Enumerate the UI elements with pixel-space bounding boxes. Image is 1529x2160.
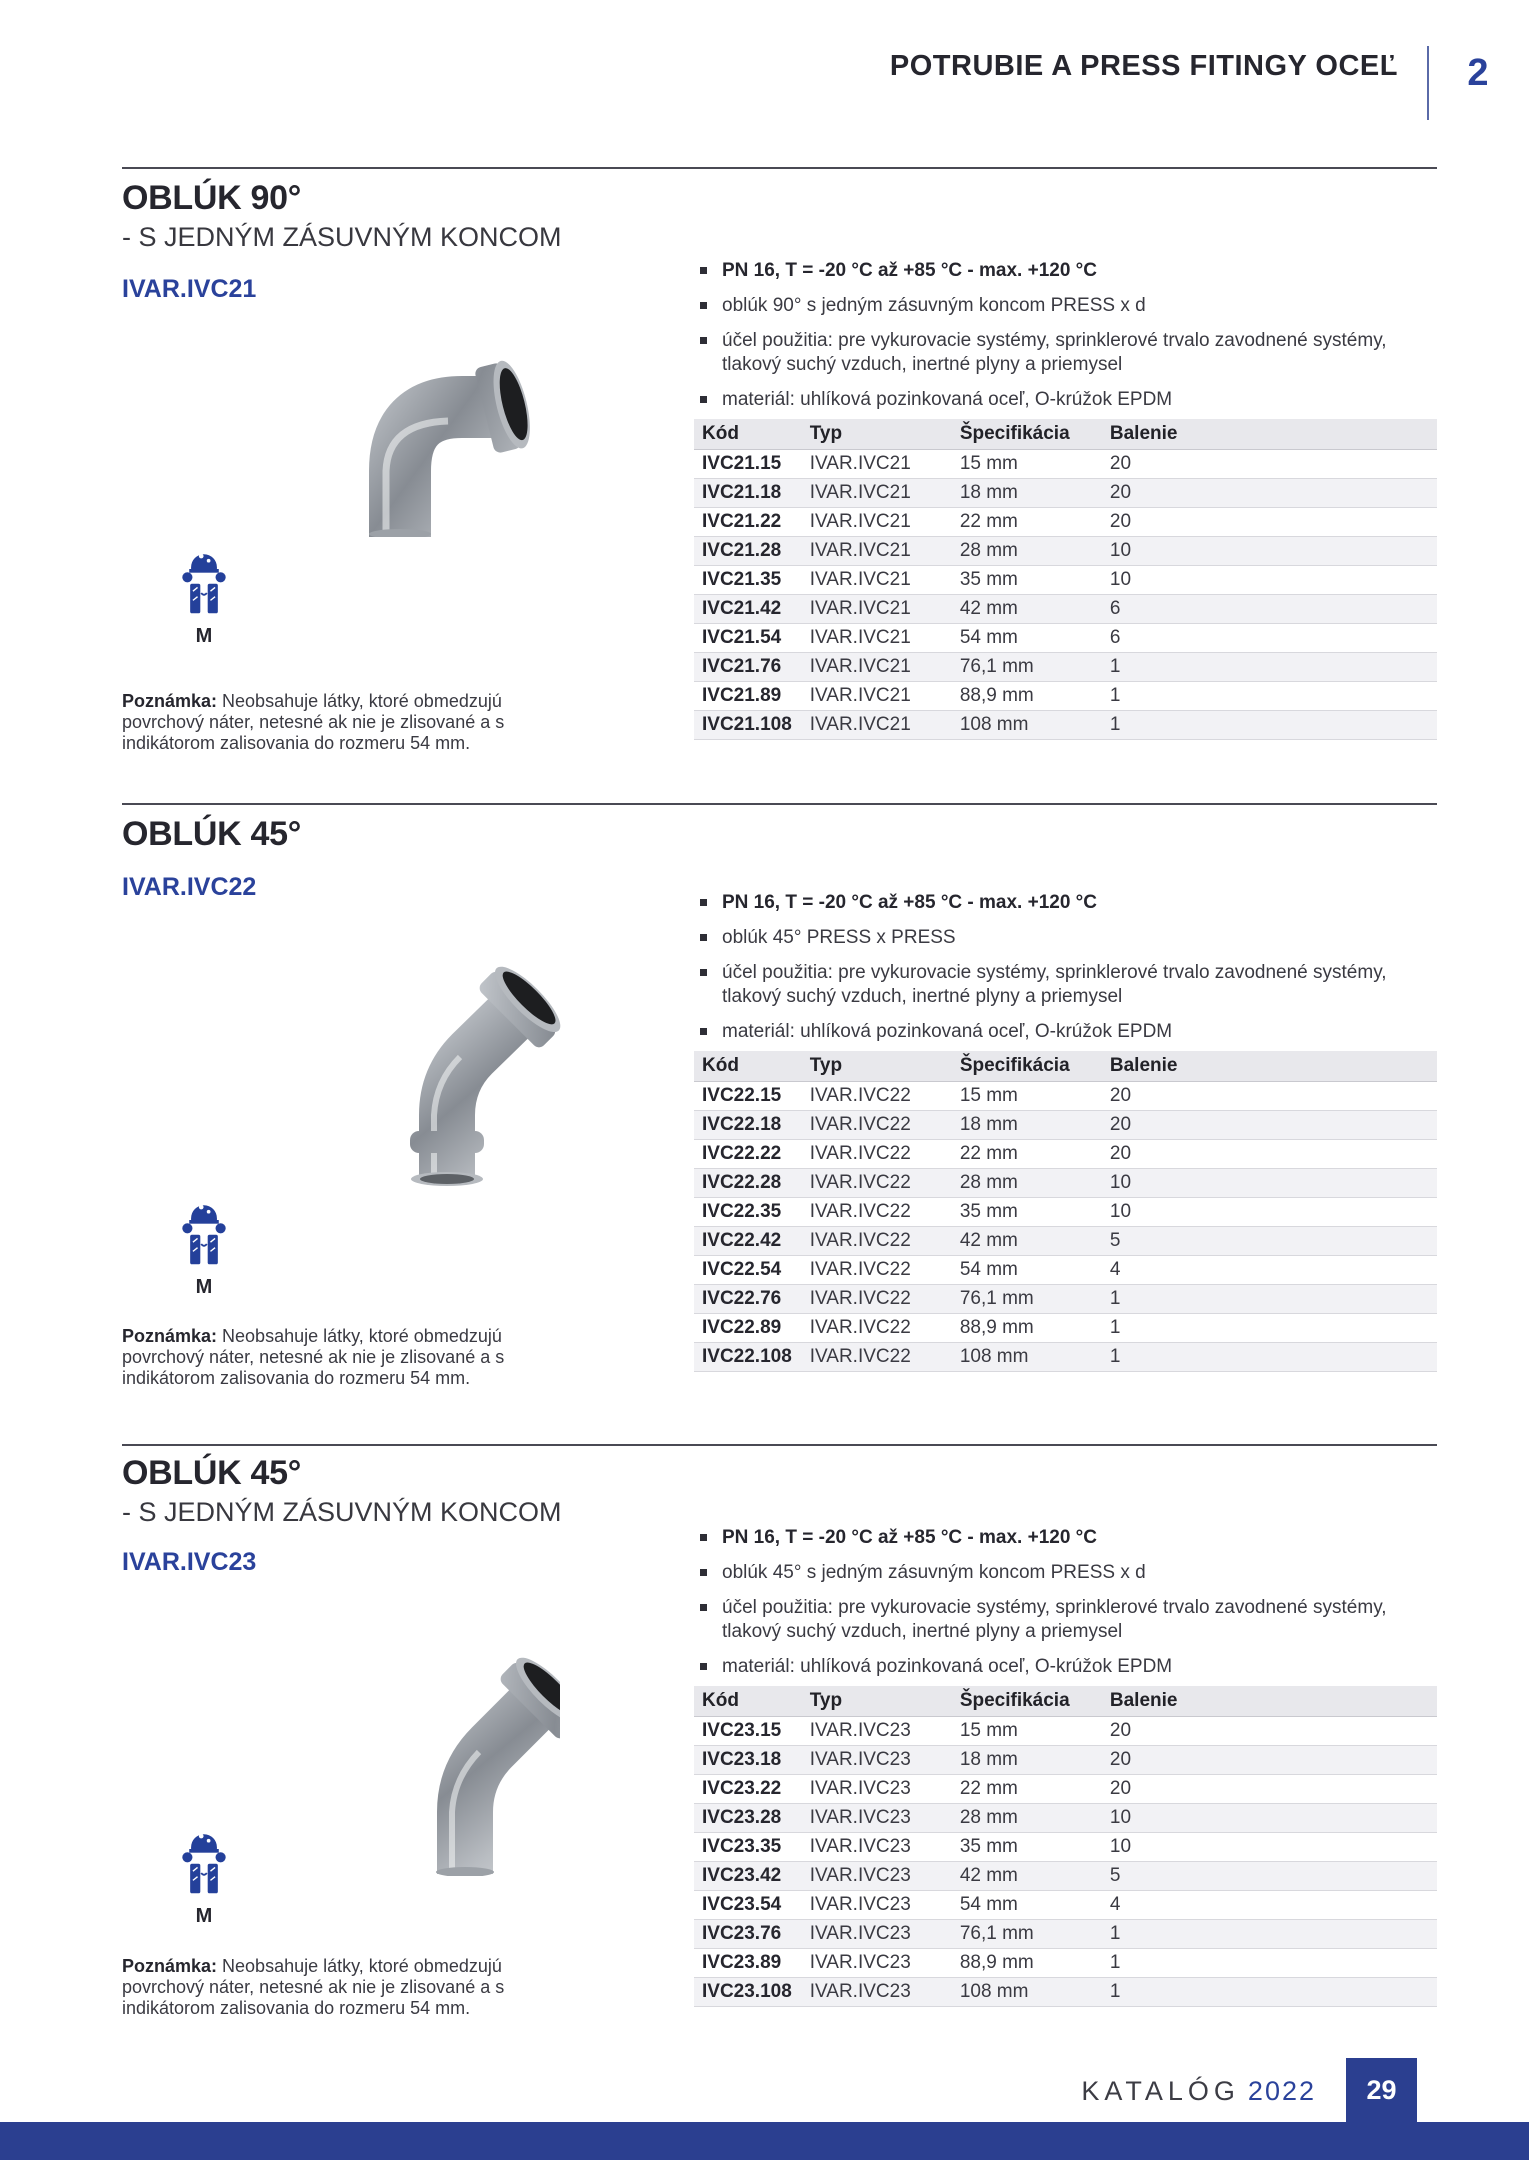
table-row: IVC23.54 IVAR.IVC23 54 mm 4 (694, 1891, 1437, 1920)
section-title: OBLÚK 45° (122, 1454, 302, 1492)
spec-bullet: materiál: uhlíková pozinkovaná oceľ, O-krúžok EPDM (698, 1020, 1398, 1044)
m-certification-icon (180, 545, 228, 617)
table-row: IVC23.35 IVAR.IVC23 35 mm 10 (694, 1833, 1437, 1862)
table-row: IVC23.89 IVAR.IVC23 88,9 mm 1 (694, 1949, 1437, 1978)
table-row: IVC23.108 IVAR.IVC23 108 mm 1 (694, 1978, 1437, 2007)
m-certification-icon (180, 1825, 228, 1897)
note-label: Poznámka: (122, 1326, 218, 1346)
section-subtitle: - S JEDNÝM ZÁSUVNÝM KONCOM (122, 222, 562, 252)
spec-bullet-list (698, 259, 1398, 423)
note-text: Poznámka: Neobsahuje látky, ktoré obmedzujú povrchový náter, netesné ak nie je zlisované a s indikátorom zalisovania do rozmeru 54 mm. (122, 1956, 505, 2018)
product-photo-elbow-90-icon (252, 319, 552, 537)
product-code: IVAR.IVC22 (122, 873, 257, 901)
section-divider (122, 167, 1437, 169)
spec-bullet-list (698, 891, 1398, 1055)
table-header-row: Kód Typ Špecifikácia Balenie (694, 419, 1437, 450)
table-row: IVC22.18 IVAR.IVC22 18 mm 20 (694, 1111, 1437, 1140)
m-certification-block (180, 545, 228, 648)
page-number: 29 (1366, 2074, 1397, 2105)
note-text: Poznámka: Neobsahuje látky, ktoré obmedzujú povrchový náter, netesné ak nie je zlisované a s indikátorom zalisovania do rozmeru 54 mm. (122, 1326, 505, 1388)
section-title-block (122, 179, 562, 253)
m-icon-label: M (195, 625, 213, 647)
spec-bullet: PN 16, T = -20 °C až +85 °C - max. +120 °C (698, 891, 1398, 915)
table-row: IVC21.54 IVAR.IVC21 54 mm 6 (694, 624, 1437, 653)
table-header-row: Kód Typ Špecifikácia Balenie (694, 1051, 1437, 1082)
product-photo-elbow-45-single-icon (345, 1614, 560, 1876)
m-icon-label: M (195, 1276, 213, 1298)
table-header-row: Kód Typ Špecifikácia Balenie (694, 1686, 1437, 1717)
section-title-block (122, 1454, 562, 1528)
spec-bullet: materiál: uhlíková pozinkovaná oceľ, O-krúžok EPDM (698, 388, 1398, 412)
m-certification-block (180, 1196, 228, 1299)
table-row: IVC23.76 IVAR.IVC23 76,1 mm 1 (694, 1920, 1437, 1949)
product-table (694, 1051, 1437, 1372)
spec-bullet: oblúk 45° PRESS x PRESS (698, 926, 1398, 950)
section-obluk-90 (122, 167, 1437, 803)
spec-bullet: oblúk 90° s jedným zásuvným koncom PRESS x d (698, 294, 1398, 318)
m-certification-icon (180, 1196, 228, 1268)
spec-bullet: PN 16, T = -20 °C až +85 °C - max. +120 °C (698, 259, 1398, 283)
table-row: IVC22.42 IVAR.IVC22 42 mm 5 (694, 1227, 1437, 1256)
section-title: OBLÚK 45° (122, 815, 302, 853)
catalog-label: KATALÓG (1081, 2076, 1240, 2106)
m-certification-block (180, 1825, 228, 1928)
section-divider (122, 1444, 1437, 1446)
section-title-block (122, 815, 301, 853)
product-table (694, 1686, 1437, 2007)
product-code: IVAR.IVC23 (122, 1548, 257, 1576)
catalog-line (900, 2076, 1316, 2107)
table-row: IVC21.22 IVAR.IVC21 22 mm 20 (694, 508, 1437, 537)
page-title: POTRUBIE A PRESS FITINGY OCEĽ (889, 50, 1398, 82)
note-text: Poznámka: Neobsahuje látky, ktoré obmedzujú povrchový náter, netesné ak nie je zlisované a s indikátorom zalisovania do rozmeru 54 mm. (122, 691, 505, 753)
spec-bullet: materiál: uhlíková pozinkovaná oceľ, O-krúžok EPDM (698, 1655, 1398, 1679)
table-row: IVC21.76 IVAR.IVC21 76,1 mm 1 (694, 653, 1437, 682)
table-row: IVC22.22 IVAR.IVC22 22 mm 20 (694, 1140, 1437, 1169)
catalog-year: 2022 (1247, 2076, 1316, 2106)
table-row: IVC21.15 IVAR.IVC21 15 mm 20 (694, 450, 1437, 479)
table-row: IVC21.89 IVAR.IVC21 88,9 mm 1 (694, 682, 1437, 711)
page-number-box (1346, 2058, 1417, 2122)
spec-bullet: účel použitia: pre vykurovacie systémy, sprinklerové trvalo zavodnené systémy, tlakový suchý vzduch, inertné plyny a priemysel (698, 329, 1398, 377)
table-row: IVC21.35 IVAR.IVC21 35 mm 10 (694, 566, 1437, 595)
spec-bullet-list (698, 1526, 1398, 1690)
table-row: IVC23.28 IVAR.IVC23 28 mm 10 (694, 1804, 1437, 1833)
spec-bullet: účel použitia: pre vykurovacie systémy, sprinklerové trvalo zavodnené systémy, tlakový suchý vzduch, inertné plyny a priemysel (698, 1596, 1398, 1644)
chapter-number: 2 (1467, 52, 1489, 94)
product-table (694, 419, 1437, 740)
table-row: IVC22.89 IVAR.IVC22 88,9 mm 1 (694, 1314, 1437, 1343)
note-label: Poznámka: (122, 691, 218, 711)
table-row: IVC21.28 IVAR.IVC21 28 mm 10 (694, 537, 1437, 566)
section-subtitle: - S JEDNÝM ZÁSUVNÝM KONCOM (122, 1497, 562, 1527)
table-row: IVC22.54 IVAR.IVC22 54 mm 4 (694, 1256, 1437, 1285)
table-row: IVC22.15 IVAR.IVC22 15 mm 20 (694, 1082, 1437, 1111)
product-photo-elbow-45-icon (350, 939, 562, 1187)
table-row: IVC23.15 IVAR.IVC23 15 mm 20 (694, 1717, 1437, 1746)
table-row: IVC22.35 IVAR.IVC22 35 mm 10 (694, 1198, 1437, 1227)
section-obluk-45-single (122, 1444, 1437, 2084)
table-row: IVC22.108 IVAR.IVC22 108 mm 1 (694, 1343, 1437, 1372)
section-title: OBLÚK 90° (122, 179, 302, 217)
table-row: IVC23.42 IVAR.IVC23 42 mm 5 (694, 1862, 1437, 1891)
spec-bullet: PN 16, T = -20 °C až +85 °C - max. +120 °C (698, 1526, 1398, 1550)
product-code: IVAR.IVC21 (122, 275, 257, 303)
note-label: Poznámka: (122, 1956, 218, 1976)
table-row: IVC22.28 IVAR.IVC22 28 mm 10 (694, 1169, 1437, 1198)
m-icon-label: M (195, 1905, 213, 1927)
product-table-wrap (694, 419, 1437, 740)
footer-bar (0, 2122, 1529, 2160)
table-row: IVC22.76 IVAR.IVC22 76,1 mm 1 (694, 1285, 1437, 1314)
spec-bullet: oblúk 45° s jedným zásuvným koncom PRESS x d (698, 1561, 1398, 1585)
table-row: IVC23.18 IVAR.IVC23 18 mm 20 (694, 1746, 1437, 1775)
table-row: IVC21.108 IVAR.IVC21 108 mm 1 (694, 711, 1437, 740)
section-divider (122, 803, 1437, 805)
spec-bullet: účel použitia: pre vykurovacie systémy, sprinklerové trvalo zavodnené systémy, tlakový suchý vzduch, inertné plyny a priemysel (698, 961, 1398, 1009)
table-row: IVC23.22 IVAR.IVC23 22 mm 20 (694, 1775, 1437, 1804)
table-row: IVC21.18 IVAR.IVC21 18 mm 20 (694, 479, 1437, 508)
product-table-wrap (694, 1051, 1437, 1372)
section-obluk-45 (122, 803, 1437, 1444)
table-row: IVC21.42 IVAR.IVC21 42 mm 6 (694, 595, 1437, 624)
product-table-wrap (694, 1686, 1437, 2007)
